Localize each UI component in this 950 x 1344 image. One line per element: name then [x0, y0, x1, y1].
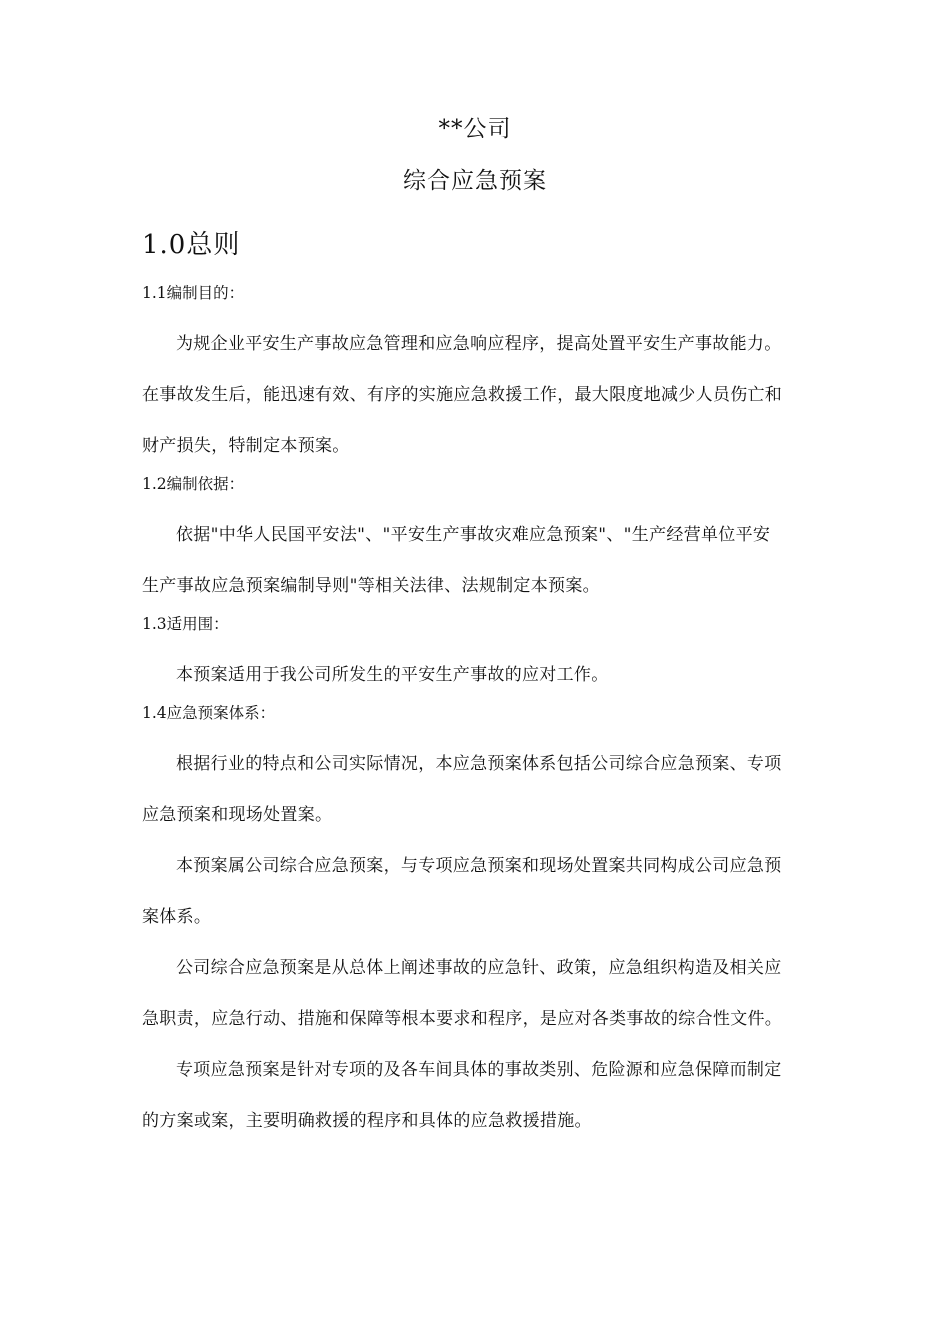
subsection-title-scope: 1.3适用围： — [142, 615, 229, 633]
paragraph-line: 专项应急预案是针对专项的及各车间具体的事故类别、危险源和应急保障而制定 — [176, 1060, 782, 1080]
paragraph-line: 根据行业的特点和公司实际情况，本应急预案体系包括公司综合应急预案、专项 — [176, 754, 782, 774]
paragraph-system-1 — [142, 739, 822, 841]
paragraph-line: 的方案或案，主要明确救援的程序和具体的应急救援措施。 — [142, 1111, 592, 1131]
paragraph-line: 急职责，应急行动、措施和保障等根本要求和程序，是应对各类事故的综合性文件。 — [142, 1009, 783, 1029]
paragraph-basis — [142, 510, 822, 612]
paragraph-line: 本预案属公司综合应急预案，与专项应急预案和现场处置案共同构成公司应急预 — [176, 856, 782, 876]
company-title: **公司 — [438, 116, 512, 142]
subsection-title-system: 1.4应急预案体系： — [142, 704, 276, 722]
paragraph-system-3 — [142, 943, 822, 1045]
paragraph-line: 本预案适用于我公司所发生的平安生产事故的应对工作。 — [176, 665, 609, 685]
document-body — [142, 280, 822, 1147]
paragraph-line: 公司综合应急预案是从总体上阐述事故的应急针、政策，应急组织构造及相关应 — [176, 958, 782, 978]
paragraph-system-2 — [142, 841, 822, 943]
document-title: 综合应急预案 — [403, 168, 547, 194]
paragraph-purpose — [142, 319, 822, 472]
paragraph-line: 财产损失，特制定本预案。 — [142, 436, 350, 456]
paragraph-line: 为规企业平安生产事故应急管理和应急响应程序，提高处置平安生产事故能力。 — [176, 334, 782, 354]
subsection-title-purpose: 1.1编制目的： — [142, 284, 245, 302]
paragraph-line: 应急预案和现场处置案。 — [142, 805, 333, 825]
paragraph-line: 在事故发生后，能迅速有效、有序的实施应急救援工作，最大限度地减少人员伤亡和 — [142, 385, 783, 405]
subsection-title-basis: 1.2编制依据： — [142, 475, 245, 493]
paragraph-line: 生产事故应急预案编制导则"等相关法律、法规制定本预案。 — [142, 576, 600, 596]
paragraph-system-4 — [142, 1045, 822, 1147]
paragraph-scope — [142, 650, 822, 701]
paragraph-line: 案体系。 — [142, 907, 212, 927]
section-heading: 1.0总则 — [142, 230, 241, 260]
paragraph-line: 依据"中华人民国平安法"、"平安生产事故灾难应急预案"、"生产经营单位平安 — [176, 525, 771, 545]
